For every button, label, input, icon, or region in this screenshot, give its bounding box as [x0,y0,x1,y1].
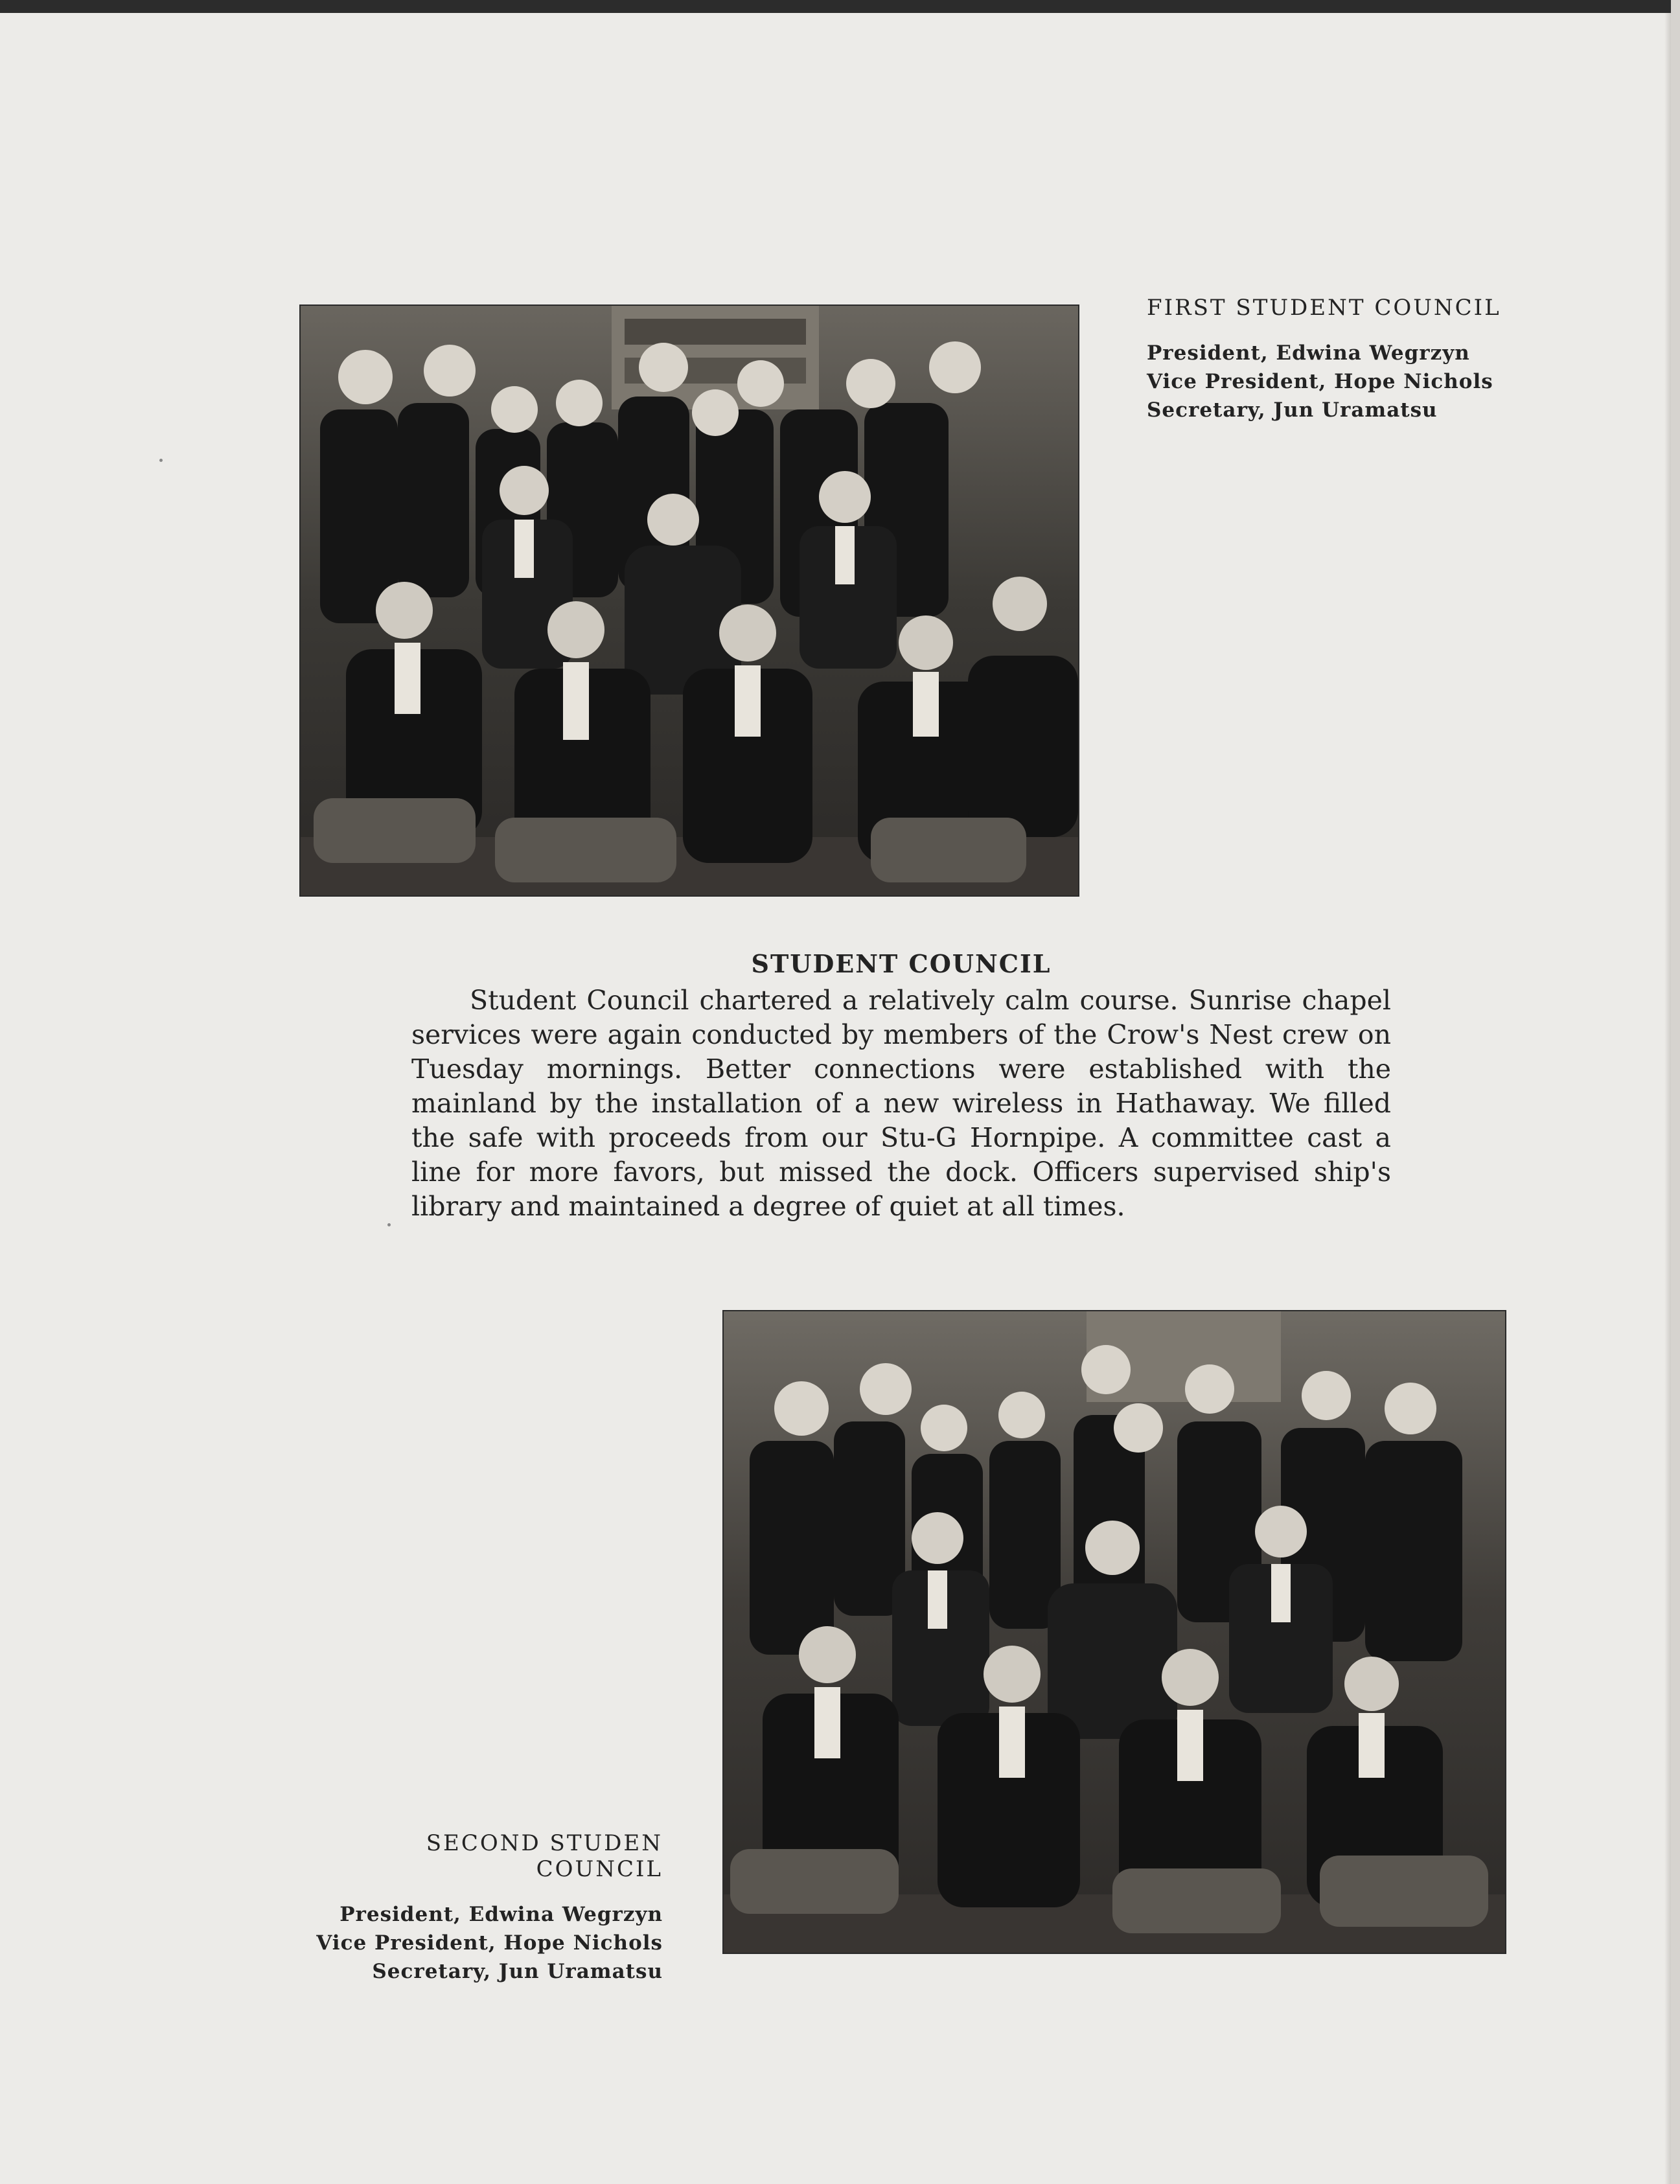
second-council-vice-president: Vice President, Hope Nichols [316,1931,663,1955]
page-gutter-shadow [1664,13,1671,2184]
first-council-secretary: Secretary, Jun Uramatsu [1147,398,1438,422]
article-body: Student Council chartered a relatively calm course. Sunrise chapel services were again conducted by members of the Crow's Nest crew on Tuesday mornings. Better connections were established with the mainland by the installation of a new wireless in Hathaway. We filled the safe with proceeds from our Stu-G Hornpipe. A committee cast a line for more favors, but missed the dock. Officers supervised ship's library and maintained a degree of quiet at all times. [411,985,1391,1222]
second-council-heading: SECOND STUDEN COUNCIL [426,1830,663,1882]
group-photo-icon [301,306,1078,895]
scan-speck [387,1223,391,1226]
scan-speck [159,459,163,462]
second-council-caption [305,1830,663,1986]
first-council-vice-president: Vice President, Hope Nichols [1147,370,1493,393]
article-title: STUDENT COUNCIL [751,949,1052,978]
first-council-group-photo [299,305,1079,897]
scan-right-edge [1671,0,1680,2184]
first-council-heading: FIRST STUDENT COUNCIL [1147,295,1501,321]
scan-top-edge [0,0,1680,13]
group-photo-icon [724,1311,1505,1953]
student-council-article [411,949,1391,1224]
first-council-caption [1147,295,1501,424]
second-council-secretary: Secretary, Jun Uramatsu [372,1960,663,1983]
second-council-president: President, Edwina Wegrzyn [339,1903,663,1926]
first-council-president: President, Edwina Wegrzyn [1147,341,1470,365]
second-council-group-photo [722,1310,1506,1954]
